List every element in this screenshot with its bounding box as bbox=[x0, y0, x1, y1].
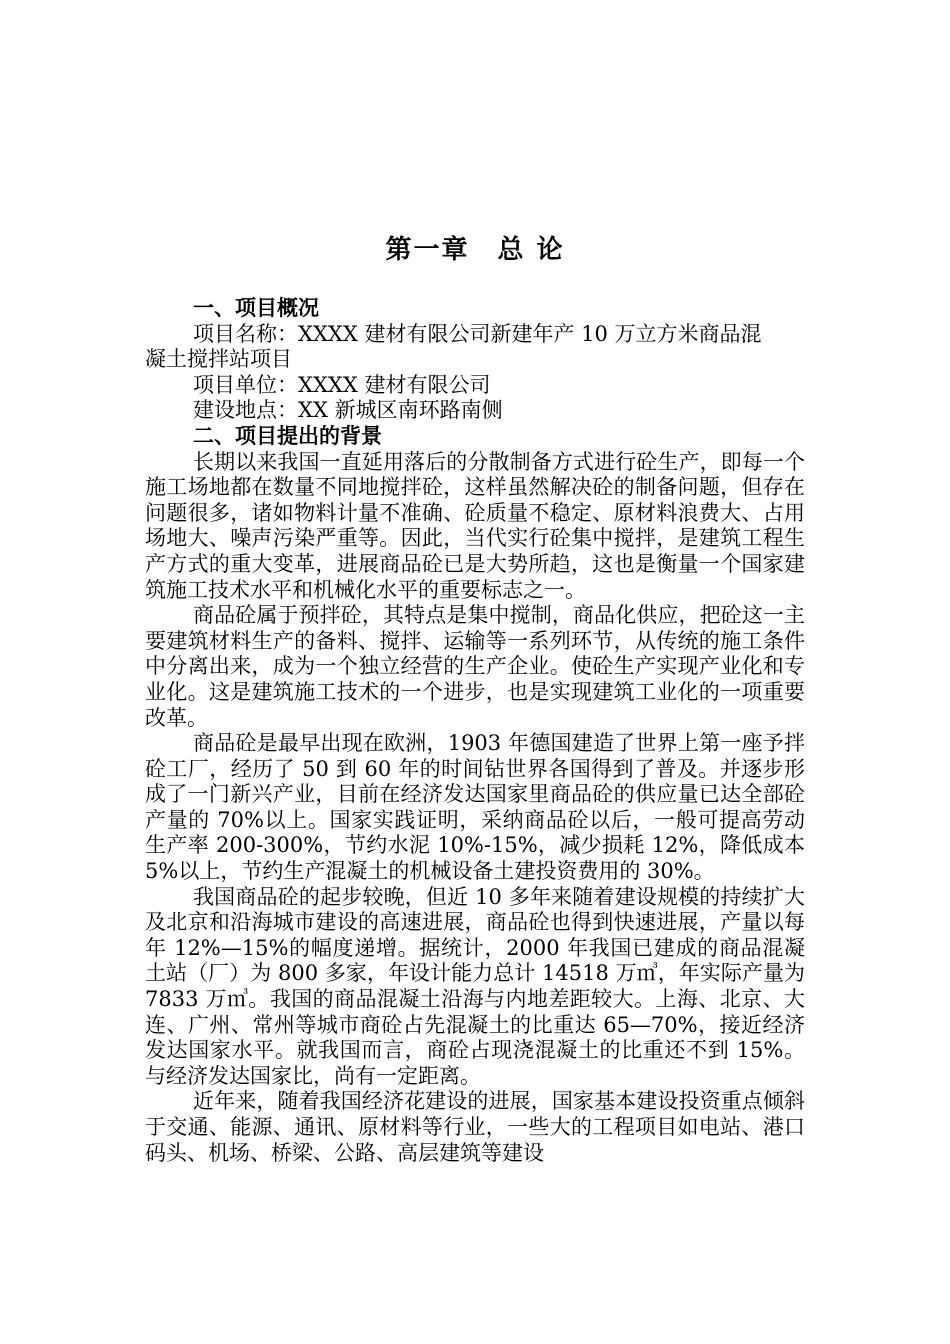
section-heading-background: 二、项目提出的背景 bbox=[193, 423, 382, 448]
project-name-line: 项目名称：XXXX 建材有限公司新建年产 10 万立方米商品混 bbox=[193, 321, 762, 346]
background-paragraph-4: 我国商品砼的起步较晚，但近 10 多年来随着建设规模的持续扩大及北京和沿海城市建设的高速进展，商品砼也得到快速进展，产量以每年 12%—15%的幅度递增。据统计，2000 年我国已建成的商品混凝土站（厂）为 800 多家，年设计能力总计 14518 万㎥，年实际产量为 7833 万㎥。我国的商品混凝土沿海与内地差距较大。上海、北京、大连、广州、常州等城市商砼占先混凝土的比重达 65—70%，接近经济发达国家水平。就我国而言，商砼占现浇混凝土的比重还不到 15%。与经济发达国家比，尚有一定距离。 bbox=[145, 884, 805, 1088]
background-paragraph-5: 近年来，随着我国经济花建设的进展，国家基本建设投资重点倾斜于交通、能源、通讯、原材料等行业，一些大的工程项目如电站、港口码头、机场、桥梁、公路、高层建筑等建设 bbox=[145, 1089, 805, 1165]
project-name-continuation: 凝土搅拌站项目 bbox=[145, 347, 292, 372]
project-location-line: 建设地点：XX 新城区南环路南侧 bbox=[193, 398, 503, 423]
section-heading-overview: 一、项目概况 bbox=[193, 296, 319, 320]
chapter-title: 第一章 总 论 bbox=[385, 235, 565, 265]
project-unit-line: 项目单位：XXXX 建材有限公司 bbox=[193, 372, 491, 397]
body-text bbox=[145, 296, 805, 1166]
background-paragraph-2: 商品砼属于预拌砼，其特点是集中搅制，商品化供应，把砼这一主要建筑材料生产的备料、搅拌、运输等一系列环节，从传统的施工条件中分离出来，成为一个独立经营的生产企业。使砼生产实现产业化和专业化。这是建筑施工技术的一个进步，也是实现建筑工业化的一项重要改革。 bbox=[145, 603, 805, 730]
background-paragraph-3: 商品砼是最早出现在欧洲，1903 年德国建造了世界上第一座予拌砼工厂，经历了 50 到 60 年的时间钻世界各国得到了普及。并逐步形成了一门新兴产业，目前在经济发达国家里商品砼的供应量已达全部砼产量的 70%以上。国家实践证明，采纳商品砼以后，一般可提高劳动生产率 200-300%，节约水泥 10%-15%，减少损耗 12%，降低成本 5%以上，节约生产混凝土的机械设备土建投资费用的 30%。 bbox=[145, 731, 805, 884]
background-paragraph-1: 长期以来我国一直延用落后的分散制备方式进行砼生产，即每一个施工场地都在数量不同地搅拌砼，这样虽然解决砼的制备问题，但存在问题很多，诸如物料计量不准确、砼质量不稳定、原材料浪费大、占用场地大、噪声污染严重等。因此，当代实行砼集中搅拌，是建筑工程生产方式的重大变革，进展商品砼已是大势所趋，这也是衡量一个国家建筑施工技术水平和机械化水平的重要标志之一。 bbox=[145, 449, 805, 602]
